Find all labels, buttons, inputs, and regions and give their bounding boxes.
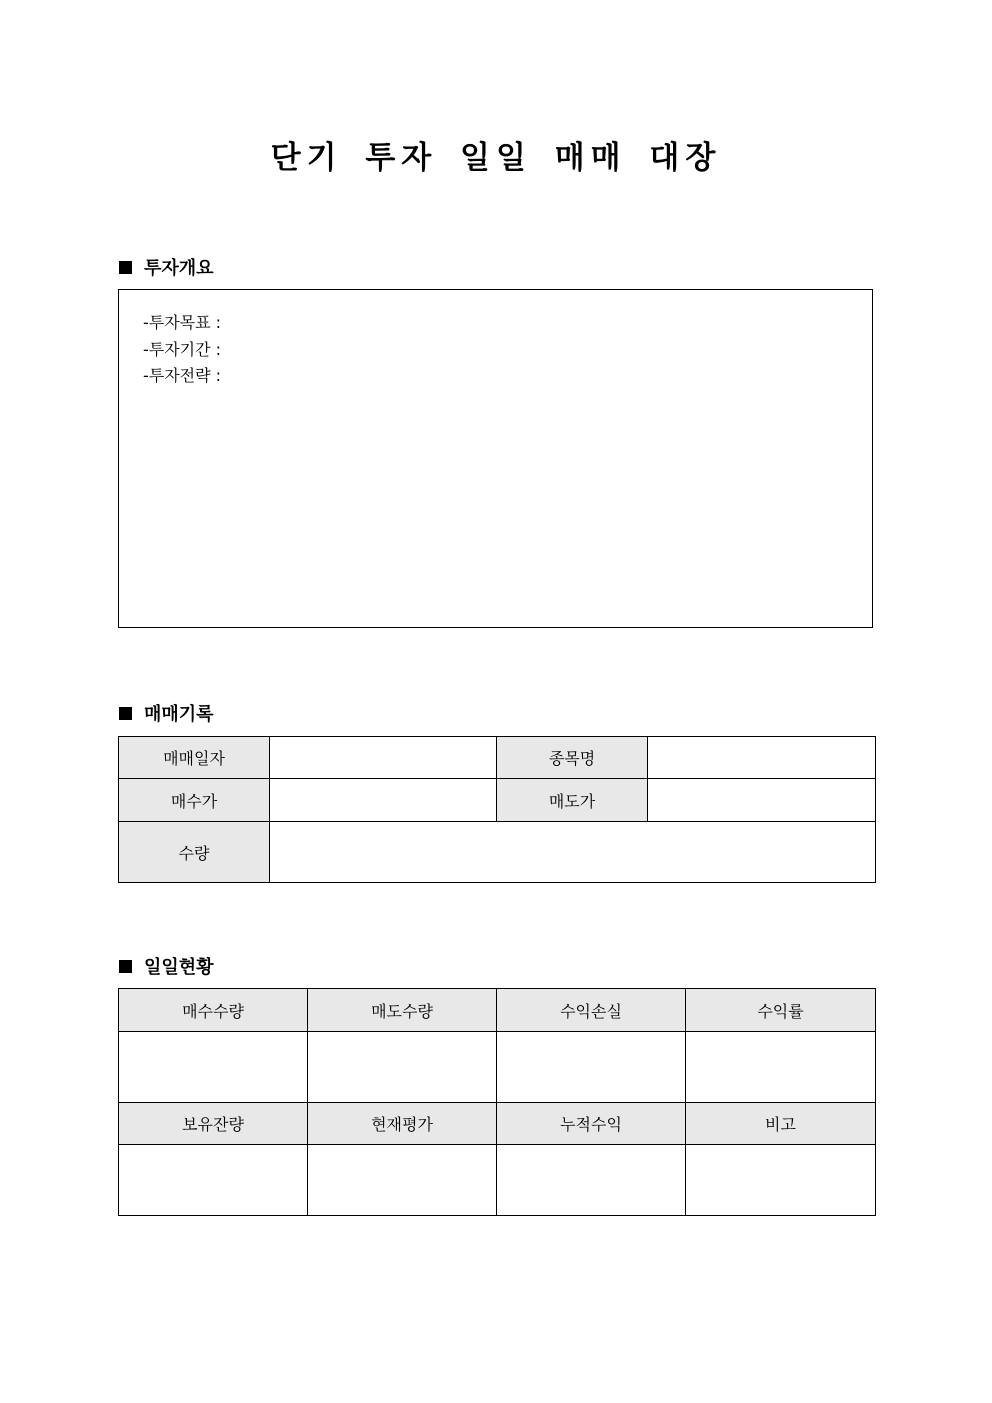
trade-date-label: 매매일자 xyxy=(119,737,270,779)
remarks-field[interactable] xyxy=(686,1145,876,1216)
profit-loss-field[interactable] xyxy=(497,1032,686,1103)
holding-balance-header: 보유잔량 xyxy=(119,1103,308,1145)
trade-date-field[interactable] xyxy=(270,737,497,779)
table-row xyxy=(119,737,876,779)
sell-quantity-field[interactable] xyxy=(308,1032,497,1103)
remarks-header: 비고 xyxy=(686,1103,876,1145)
quantity-label: 수량 xyxy=(119,822,270,883)
cumulative-profit-field[interactable] xyxy=(497,1145,686,1216)
current-valuation-header: 현재평가 xyxy=(308,1103,497,1145)
table-row xyxy=(119,989,876,1032)
current-valuation-field[interactable] xyxy=(308,1145,497,1216)
stock-name-label: 종목명 xyxy=(497,737,648,779)
trade-record-heading-label: 매매기록 xyxy=(144,704,214,725)
profit-loss-header: 수익손실 xyxy=(497,989,686,1032)
stock-name-field[interactable] xyxy=(648,737,876,779)
square-bullet-icon xyxy=(119,707,132,720)
sell-quantity-header: 매도수량 xyxy=(308,989,497,1032)
daily-status-heading-label: 일일현황 xyxy=(144,957,214,978)
overview-box[interactable] xyxy=(118,289,873,628)
table-row xyxy=(119,1103,876,1145)
buy-price-label: 매수가 xyxy=(119,779,270,822)
trade-record-section-heading xyxy=(119,700,214,726)
holding-balance-field[interactable] xyxy=(119,1145,308,1216)
buy-quantity-field[interactable] xyxy=(119,1032,308,1103)
square-bullet-icon xyxy=(119,261,132,274)
investment-strategy-line: -투자전략 : xyxy=(143,366,222,385)
investment-goal-line: -투자목표 : xyxy=(143,313,222,332)
investment-period-line: -투자기간 : xyxy=(143,339,222,359)
return-rate-field[interactable] xyxy=(686,1032,876,1103)
table-row xyxy=(119,1032,876,1103)
trade-record-table xyxy=(118,736,876,883)
cumulative-profit-header: 누적수익 xyxy=(497,1103,686,1145)
quantity-field[interactable] xyxy=(270,822,876,883)
buy-quantity-header: 매수수량 xyxy=(119,989,308,1032)
daily-status-table xyxy=(118,988,876,1216)
page-title: 단기 투자 일일 매매 대장 xyxy=(270,140,722,176)
table-row xyxy=(119,822,876,883)
overview-heading-label: 투자개요 xyxy=(144,258,214,279)
sell-price-label: 매도가 xyxy=(497,779,648,822)
overview-section-heading xyxy=(119,254,214,280)
return-rate-header: 수익률 xyxy=(686,989,876,1032)
daily-status-section-heading xyxy=(119,953,214,979)
table-row xyxy=(119,1145,876,1216)
square-bullet-icon xyxy=(119,960,132,973)
table-row xyxy=(119,779,876,822)
buy-price-field[interactable] xyxy=(270,779,497,822)
sell-price-field[interactable] xyxy=(648,779,876,822)
